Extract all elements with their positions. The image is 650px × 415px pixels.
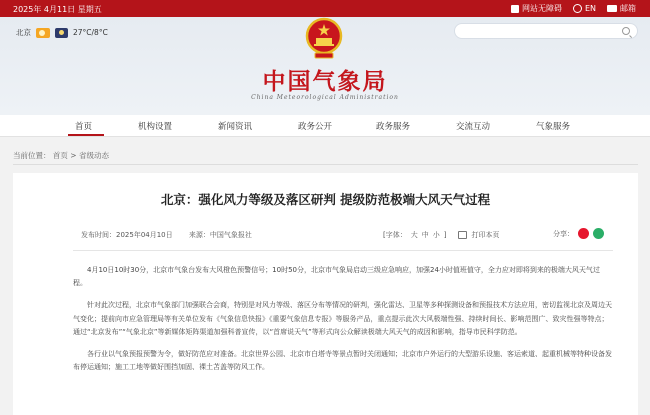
current-date: 2025年 4月11日 星期五 <box>13 5 102 14</box>
font-size-label: [字体： <box>383 231 407 239</box>
publish-time: 发布时间：2025年04月10日 <box>81 231 173 239</box>
main-nav <box>0 115 650 137</box>
search-icon[interactable] <box>622 27 630 35</box>
weather-city: 北京 <box>16 28 31 37</box>
weather-widget[interactable] <box>16 27 108 38</box>
breadcrumb-divider <box>13 164 638 165</box>
article-paragraph: 针对此次过程，北京市气象部门加强联合会商，特别是对风力等级、落区分布等情况的研判，强化雷达、卫星等多种探测设备和预报技术方法应用，密切监视北京及周边天气变化；提前向市应急管理局等有关单位发布《气象信息快报》《重要气象信息专报》等服务产品，重点提示此次大风极端性强、持续时间长、影响范围广、致灾性强等特点；通过“北京发布”“气象北京”等新媒体矩阵渠道加强科普宣传，以“首席说天气”等形式向公众解读极端大风天气的成因和影响，指导市民科学防范。 <box>73 301 612 336</box>
font-medium-button[interactable]: 中 <box>421 231 429 239</box>
weather-temp: 27°C/8°C <box>73 28 108 37</box>
accessibility-icon <box>511 5 519 13</box>
meta-divider <box>73 250 613 251</box>
print-button[interactable]: 打印本页 <box>471 231 500 239</box>
nav-interaction[interactable]: 交流互动 <box>456 122 491 132</box>
nav-organization[interactable]: 机构设置 <box>138 122 173 132</box>
barrier-free-link[interactable]: 网站无障碍 <box>511 3 562 14</box>
nav-gov-affairs[interactable]: 政务公开 <box>298 122 333 132</box>
english-link[interactable]: EN <box>573 4 596 13</box>
site-logo-en: China Meteorological Administration <box>251 94 399 101</box>
article-source: 来源：中国气象报社 <box>188 231 252 239</box>
breadcrumb-label: 当前位置： <box>13 151 51 160</box>
nav-news[interactable]: 新闻资讯 <box>218 122 253 132</box>
weibo-icon[interactable] <box>578 228 589 239</box>
font-large-button[interactable]: 大 <box>410 231 418 239</box>
national-emblem-icon <box>303 17 345 61</box>
nav-gov-services[interactable]: 政务服务 <box>376 122 411 132</box>
share-label: 分享： <box>553 229 574 238</box>
article-tools <box>383 230 499 240</box>
top-links <box>511 3 636 14</box>
search-input[interactable] <box>463 30 623 44</box>
night-icon <box>55 28 68 38</box>
font-size-label-end: ] <box>443 231 447 239</box>
share-bar <box>553 228 604 239</box>
nav-weather-services[interactable]: 气象服务 <box>536 122 571 132</box>
wechat-icon[interactable] <box>593 228 604 239</box>
breadcrumb-current[interactable]: 省级动态 <box>78 151 109 160</box>
mail-icon <box>607 5 617 12</box>
globe-icon <box>573 4 582 13</box>
font-small-button[interactable]: 小 <box>432 231 440 239</box>
printer-icon[interactable] <box>458 231 467 239</box>
nav-active-indicator <box>68 134 104 136</box>
breadcrumb-separator: > <box>70 151 77 160</box>
article-paragraph: 4月10日10时30分，北京市气象台发布大风橙色预警信号；10时50分，北京市气象局启动三级应急响应，加强24小时值班值守，全力应对即将到来的极端大风天气过程。 <box>73 266 600 288</box>
site-logo-cn[interactable]: 中国气象局 <box>262 68 388 95</box>
nav-home[interactable]: 首页 <box>75 122 93 132</box>
site-header <box>0 17 650 115</box>
article-body <box>73 264 613 383</box>
breadcrumb-home[interactable]: 首页 <box>52 151 68 160</box>
sunny-icon <box>36 28 50 38</box>
mail-link[interactable]: 邮箱 <box>607 3 636 14</box>
article-title: 北京：强化风力等级及落区研判 提级防范极端大风天气过程 <box>160 192 491 207</box>
article-paragraph: 各行业以气象预报预警为令，做好防范应对准备。北京世界公园、北京市白塔寺等景点暂时关闭通知；北京市户外运行的大型游乐设施、客运索道、起重机械等特种设备发布停运通知；施工工地等做好围挡加固、裸土苫盖等防风工作。 <box>73 350 612 372</box>
article-card <box>13 173 638 415</box>
article-meta <box>81 230 266 240</box>
search-box[interactable] <box>454 23 638 39</box>
top-bar <box>0 0 650 17</box>
breadcrumb <box>13 150 109 161</box>
